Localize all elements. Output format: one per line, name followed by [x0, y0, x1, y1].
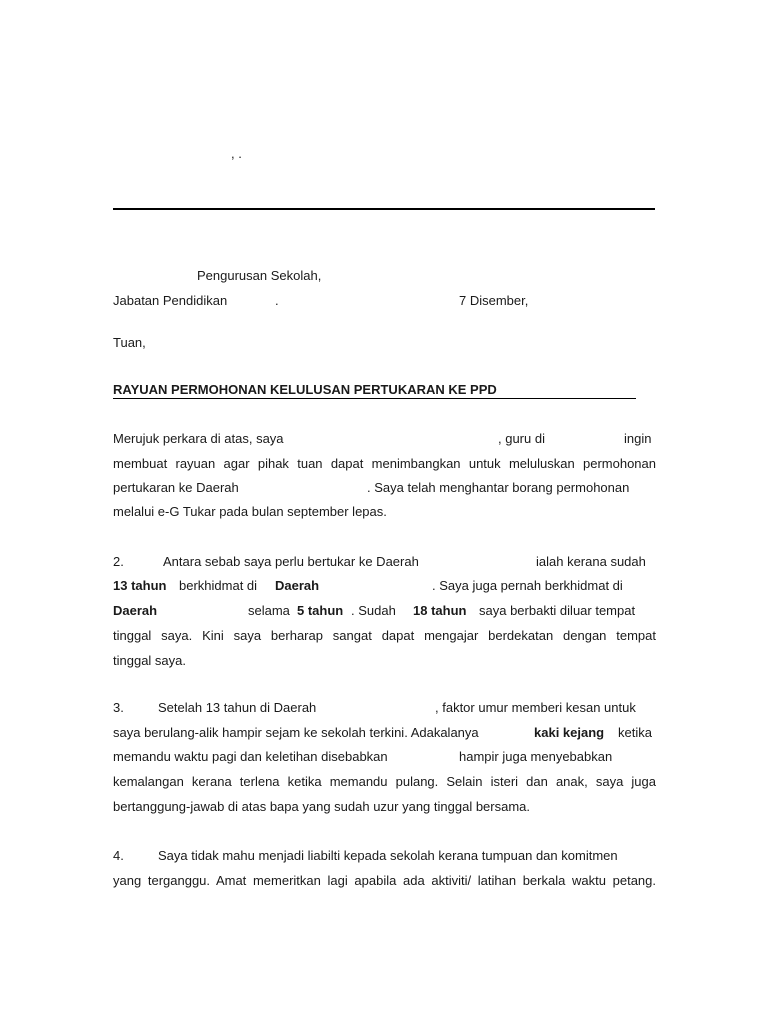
- letter-date: 7 Disember,: [459, 293, 529, 308]
- salutation: Tuan,: [113, 335, 146, 350]
- p3-number: 3.: [113, 700, 124, 715]
- p1-line-4: melalui e-G Tukar pada bulan september lepas.: [113, 504, 387, 519]
- p2-line-3-b: . Sudah: [351, 603, 396, 618]
- letter-subject: RAYUAN PERMOHONAN KELULUSAN PERTUKARAN KE PPD: [113, 382, 636, 399]
- p2-line-1-a: Antara sebab saya perlu bertukar ke Daerah: [163, 554, 419, 569]
- p1-line-1-c: ingin: [624, 431, 652, 446]
- p4-line-2: yang terganggu. Amat memeritkan lagi apabila ada aktiviti/ latihan berkala waktu petang.: [113, 873, 656, 888]
- p3-line-3-a: memandu waktu pagi dan keletihan disebabkan: [113, 749, 388, 764]
- p2-bold-18-tahun: 18 tahun: [413, 603, 467, 618]
- p3-line-5: bertanggung-jawab di atas bapa yang sudah uzur yang tinggal bersama.: [113, 799, 531, 814]
- p1-line-1-a: Merujuk perkara di atas, saya: [113, 431, 284, 446]
- p1-line-2: membuat rayuan agar pihak tuan dapat menimbangkan untuk meluluskan permohonan: [113, 456, 656, 471]
- p2-bold-daerah-1: Daerah: [275, 578, 320, 593]
- recipient-line-2: Jabatan Pendidikan: [113, 293, 228, 308]
- letterhead-divider: [113, 208, 655, 210]
- p4-line-1: Saya tidak mahu menjadi liabilti kepada sekolah kerana tumpuan dan komitmen: [158, 848, 618, 863]
- p2-line-1-b: ialah kerana sudah: [536, 554, 646, 569]
- p2-line-4: tinggal saya. Kini saya berharap sangat dapat mengajar berdekatan dengan tempat: [113, 628, 656, 643]
- p3-line-2-a: saya berulang-alik hampir sejam ke sekolah terkini. Adakalanya: [113, 725, 479, 740]
- p3-line-1-b: , faktor umur memberi kesan untuk: [435, 700, 636, 715]
- p2-bold-daerah-2: Daerah: [113, 603, 158, 618]
- p2-number: 2.: [113, 554, 124, 569]
- p3-line-3-b: hampir juga menyebabkan: [459, 749, 613, 764]
- p1-line-1-b: , guru di: [498, 431, 545, 446]
- recipient-line-1: Pengurusan Sekolah,: [197, 268, 322, 283]
- header-punctuation: , .: [231, 146, 242, 161]
- p1-line-3-a: pertukaran ke Daerah: [113, 480, 239, 495]
- p3-line-1-a: Setelah 13 tahun di Daerah: [158, 700, 317, 715]
- p1-line-3-b: . Saya telah menghantar borang permohonan: [367, 480, 630, 495]
- p4-number: 4.: [113, 848, 124, 863]
- p3-line-4: kemalangan kerana terlena ketika memandu pulang. Selain isteri dan anak, saya juga: [113, 774, 656, 789]
- p2-bold-13-tahun: 13 tahun: [113, 578, 167, 593]
- p2-bold-5-tahun: 5 tahun: [297, 603, 344, 618]
- p2-line-3-a: selama: [248, 603, 290, 618]
- p2-line-2-b: . Saya juga pernah berkhidmat di: [432, 578, 623, 593]
- p2-line-5: tinggal saya.: [113, 653, 186, 668]
- p3-bold-kaki-kejang: kaki kejang: [534, 725, 605, 740]
- p2-line-2-a: berkhidmat di: [179, 578, 258, 593]
- p3-line-2-b: ketika: [618, 725, 652, 740]
- p2-line-3-c: saya berbakti diluar tempat: [479, 603, 636, 618]
- recipient-line-2-dot: .: [275, 293, 279, 308]
